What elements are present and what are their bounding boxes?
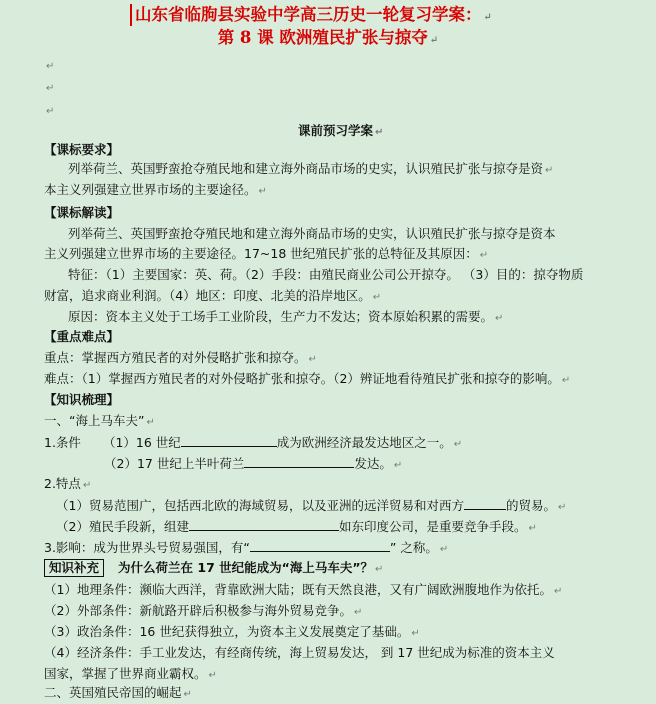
supplement-line: （2）外部条件：新航路开辟后积极参与海外贸易竞争。 ↵ (44, 603, 363, 618)
document-title-line1: 山东省临朐县实验中学高三历史一轮复习学案： ↵ (130, 4, 492, 26)
fill-blank[interactable] (181, 433, 277, 447)
paragraph-line: 原因：资本主义处于工场手工业阶段，生产力不发达；资本原始积累的需要。 ↵ (68, 309, 504, 324)
supplement-box: 知识补充 (44, 559, 104, 577)
paragraph-line: 列举荷兰、英国野蛮抢夺殖民地和建立海外商品市场的史实，认识殖民扩张与掠夺是资 ↵ (68, 161, 554, 176)
part-heading: 一、“海上马车夫” ↵ (44, 413, 155, 428)
paragraph-line: 财富，追求商业利润。（4）地区：印度、北美的沿岸地区。 ↵ (44, 288, 382, 303)
fill-blank[interactable] (244, 454, 354, 468)
heading-kebiao-jiedu: 【课标解读】 (44, 205, 120, 220)
heading-kebiao-yaoqiu: 【课标要求】 (44, 142, 120, 157)
fill-blank[interactable] (189, 517, 339, 531)
part-heading: 二、英国殖民帝国的崛起 ↵ (44, 685, 192, 700)
fill-blank[interactable] (464, 496, 506, 510)
feature-label: 2.特点 ↵ (44, 476, 92, 491)
supplement-question: 知识补充 为什么荷兰在 17 世纪能成为“海上马车夫”？ ↵ (44, 559, 383, 579)
section-heading: 课前预习学案 ↵ (298, 123, 384, 138)
empty-paragraph: ↵ (46, 61, 55, 72)
fill-blank[interactable] (250, 538, 390, 552)
impact-line: 3.影响：成为世界头号贸易强国，有“ ” 之称。 ↵ (44, 540, 449, 555)
key-point-line: 重点：掌握西方殖民者的对外侵略扩张和掠夺。 ↵ (44, 350, 317, 365)
feature-line-2: （2）殖民手段新，组建 如东印度公司，是重要竞争手段。 ↵ (56, 519, 537, 534)
condition-line-1: 1.条件 （1）16 世纪 成为欧洲经济最发达地区之一。 ↵ (44, 435, 463, 450)
paragraph-line: 特征：（1）主要国家：英、荷。（2）手段：由殖民商业公司公开掠夺。 （3）目的：掠夺物质 (68, 267, 584, 282)
feature-line-1: （1）贸易范围广，包括西北欧的海域贸易，以及亚洲的远洋贸易和对西方 的贸易。 ↵ (56, 498, 567, 513)
supplement-line: （4）经济条件：手工业发达，有经商传统，海上贸易发达， 到 17 世纪成为标准的资本主义 (44, 645, 555, 660)
empty-paragraph: ↵ (46, 83, 55, 94)
supplement-line: （3）政治条件：16 世纪获得独立，为资本主义发展奠定了基础。 ↵ (44, 624, 420, 639)
paragraph-line: 本主义列强建立世界市场的主要途径。 ↵ (44, 182, 267, 197)
paragraph-line: 列举荷兰、英国野蛮抢夺殖民地和建立海外商品市场的史实，认识殖民扩张与掠夺是资本 (68, 226, 556, 241)
document-title-line2: 第 8 课 欧洲殖民扩张与掠夺 ↵ (217, 28, 439, 47)
condition-line-2: （2）17 世纪上半叶荷兰 发达。 ↵ (104, 456, 403, 471)
paragraph-line: 主义列强建立世界市场的主要途径。17~18 世纪殖民扩张的总特征及其原因： ↵ (44, 246, 489, 261)
difficult-point-line: 难点：（1）掌握西方殖民者的对外侵略扩张和掠夺。（2）辨证地看待殖民扩张和掠夺的影响。 ↵ (44, 371, 571, 386)
heading-zhishi-shuli: 【知识梳理】 (44, 392, 120, 407)
supplement-line: 国家，掌握了世界商业霸权。 ↵ (44, 666, 217, 681)
supplement-line: （1）地理条件：濒临大西洋，背靠欧洲大陆；既有天然良港，又有广阔欧洲腹地作为依托。 ↵ (44, 582, 563, 597)
empty-paragraph: ↵ (46, 106, 55, 117)
heading-zhongdian-nandian: 【重点难点】 (44, 329, 120, 344)
